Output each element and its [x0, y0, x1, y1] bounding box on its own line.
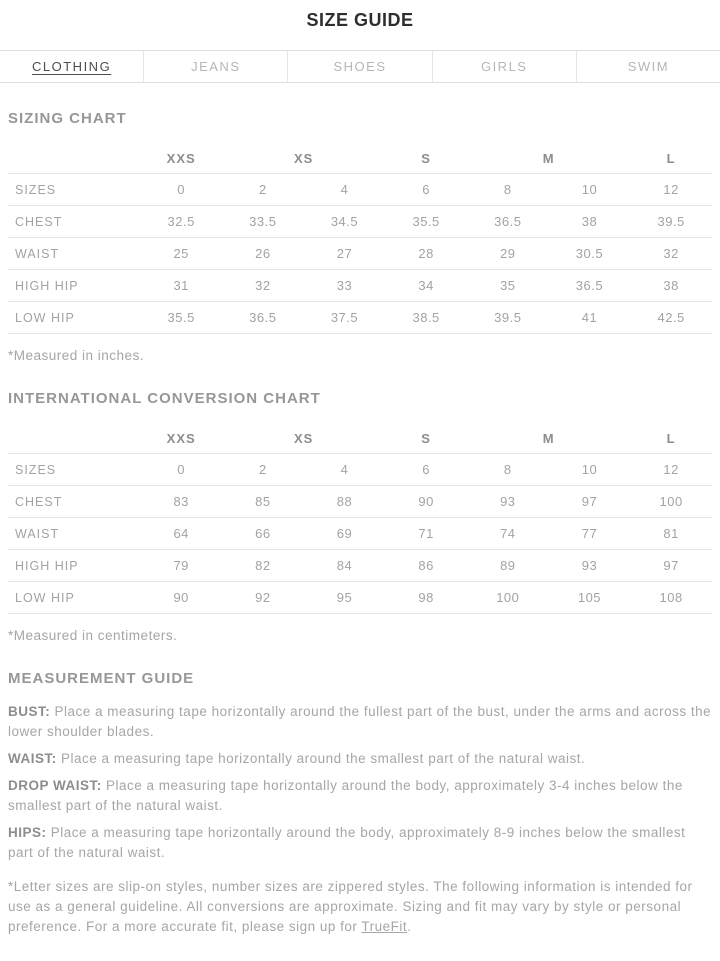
- row-label: SIZES: [15, 462, 57, 477]
- guide-item: WAIST: Place a measuring tape horizontally around the smallest part of the natural waist.: [8, 751, 586, 766]
- value-cell: 79: [173, 558, 189, 573]
- size-header-m: M: [542, 151, 555, 166]
- row-label: LOW HIP: [15, 590, 75, 605]
- value-cell: 0: [177, 182, 186, 197]
- value-cell: 39.5: [494, 310, 522, 325]
- value-cell: 30.5: [575, 246, 604, 261]
- value-cell: 71: [418, 526, 434, 541]
- conversion-chart-heading: INTERNATIONAL CONVERSION CHART: [8, 390, 321, 407]
- size-header-l: L: [666, 151, 676, 166]
- value-cell: 95: [336, 590, 353, 605]
- table-row: [8, 486, 712, 518]
- value-cell: 81: [663, 526, 679, 541]
- conversion-chart-table: [8, 424, 712, 614]
- truefit-link[interactable]: TrueFit: [361, 919, 408, 934]
- table-row: [8, 454, 712, 486]
- value-cell: 34: [418, 278, 434, 293]
- corner-cell: [8, 424, 140, 454]
- value-cell: 90: [418, 494, 434, 509]
- value-cell: 74: [500, 526, 516, 541]
- table-row: [8, 518, 712, 550]
- corner-cell: [8, 144, 140, 174]
- tab-girls[interactable]: GIRLS: [433, 51, 577, 82]
- guide-term: BUST:: [8, 704, 51, 719]
- value-cell: 38: [581, 214, 598, 229]
- row-label: LOW HIP: [15, 310, 75, 325]
- value-cell: 36.5: [494, 214, 522, 229]
- value-cell: 39.5: [657, 214, 685, 229]
- size-header-xs: XS: [293, 151, 314, 166]
- value-cell: 12: [663, 462, 679, 477]
- value-cell: 27: [336, 246, 353, 261]
- value-cell: 28: [418, 246, 434, 261]
- measurement-guide-heading: MEASUREMENT GUIDE: [8, 670, 195, 687]
- sizing-chart-heading: SIZING CHART: [8, 110, 127, 127]
- value-cell: 37.5: [330, 310, 359, 325]
- page-title: SIZE GUIDE: [306, 10, 414, 30]
- table-row: [8, 302, 712, 334]
- disclaimer-note: [8, 877, 712, 937]
- value-cell: 69: [336, 526, 353, 541]
- table-row: [8, 174, 712, 206]
- table-row: [8, 582, 712, 614]
- row-label: CHEST: [15, 494, 63, 509]
- value-cell: 66: [255, 526, 271, 541]
- value-cell: 64: [173, 526, 189, 541]
- value-cell: 6: [422, 182, 430, 197]
- value-cell: 85: [255, 494, 271, 509]
- tab-shoes[interactable]: SHOES: [288, 51, 432, 82]
- row-label: WAIST: [15, 246, 60, 261]
- value-cell: 25: [173, 246, 189, 261]
- size-header-xs: XS: [293, 431, 314, 446]
- guide-term: WAIST:: [8, 751, 57, 766]
- value-cell: 84: [336, 558, 353, 573]
- row-label: SIZES: [15, 182, 57, 197]
- value-cell: 0: [177, 462, 186, 477]
- tab-bar: [0, 50, 720, 83]
- row-label: WAIST: [15, 526, 60, 541]
- value-cell: 77: [581, 526, 598, 541]
- row-label: HIGH HIP: [15, 558, 79, 573]
- value-cell: 92: [255, 590, 271, 605]
- value-cell: 97: [663, 558, 679, 573]
- conversion-chart-section: [8, 390, 712, 643]
- value-cell: 89: [500, 558, 516, 573]
- value-cell: 38.5: [412, 310, 440, 325]
- value-cell: 97: [581, 494, 598, 509]
- inches-footnote: *Measured in inches.: [8, 348, 145, 363]
- value-cell: 35: [500, 278, 516, 293]
- value-cell: 10: [581, 182, 598, 197]
- value-cell: 41: [581, 310, 598, 325]
- value-cell: 32.5: [167, 214, 195, 229]
- value-cell: 36.5: [575, 278, 604, 293]
- size-header-xxs: XXS: [166, 431, 196, 446]
- centimeters-footnote: *Measured in centimeters.: [8, 628, 178, 643]
- sizing-chart-table: [8, 144, 712, 334]
- table-row: [8, 206, 712, 238]
- value-cell: 35.5: [167, 310, 195, 325]
- value-cell: 90: [173, 590, 189, 605]
- value-cell: 105: [577, 590, 602, 605]
- value-cell: 93: [500, 494, 516, 509]
- tab-jeans[interactable]: JEANS: [144, 51, 288, 82]
- value-cell: 108: [659, 590, 683, 605]
- size-header-row: [8, 424, 712, 454]
- value-cell: 35.5: [412, 214, 440, 229]
- measurement-guide-items: [8, 702, 712, 863]
- guide-item: BUST: Place a measuring tape horizontally around the fullest part of the bust, under the arms and across the lower shoulder blades.: [8, 704, 712, 739]
- value-cell: 2: [258, 182, 267, 197]
- guide-item: HIPS: Place a measuring tape horizontally around the body, approximately 8-9 inches below the smallest part of the natural waist.: [8, 825, 686, 860]
- value-cell: 100: [496, 590, 520, 605]
- value-cell: 4: [340, 462, 349, 477]
- value-cell: 6: [422, 462, 430, 477]
- table-row: [8, 238, 712, 270]
- value-cell: 32: [255, 278, 271, 293]
- measurement-guide-section: [8, 670, 712, 937]
- value-cell: 8: [503, 462, 512, 477]
- size-header-row: [8, 144, 712, 174]
- value-cell: 26: [255, 246, 271, 261]
- value-cell: 36.5: [249, 310, 277, 325]
- value-cell: 33: [336, 278, 353, 293]
- value-cell: 33.5: [249, 214, 277, 229]
- value-cell: 32: [663, 246, 679, 261]
- size-header-s: S: [421, 431, 431, 446]
- size-guide-page: [0, 10, 720, 961]
- guide-term: DROP WAIST:: [8, 778, 102, 793]
- value-cell: 93: [581, 558, 598, 573]
- disclaimer-text-after: .: [407, 919, 412, 934]
- value-cell: 12: [663, 182, 679, 197]
- table-row: [8, 550, 712, 582]
- value-cell: 10: [581, 462, 598, 477]
- table-row: [8, 270, 712, 302]
- value-cell: 2: [258, 462, 267, 477]
- value-cell: 98: [418, 590, 434, 605]
- size-header-xxs: XXS: [166, 151, 196, 166]
- value-cell: 88: [336, 494, 353, 509]
- size-header-l: L: [666, 431, 676, 446]
- value-cell: 83: [173, 494, 189, 509]
- value-cell: 38: [663, 278, 679, 293]
- value-cell: 100: [659, 494, 683, 509]
- row-label: HIGH HIP: [15, 278, 79, 293]
- size-header-m: M: [542, 431, 555, 446]
- value-cell: 8: [503, 182, 512, 197]
- value-cell: 82: [255, 558, 271, 573]
- size-header-s: S: [421, 151, 431, 166]
- value-cell: 31: [173, 278, 189, 293]
- row-label: CHEST: [15, 214, 63, 229]
- value-cell: 34.5: [330, 214, 359, 229]
- tab-swim[interactable]: SWIM: [627, 59, 670, 74]
- value-cell: 4: [340, 182, 349, 197]
- size-guide-content: [0, 110, 720, 961]
- guide-term: HIPS:: [8, 825, 47, 840]
- sizing-chart-section: [8, 110, 712, 363]
- value-cell: 86: [418, 558, 434, 573]
- value-cell: 42.5: [657, 310, 685, 325]
- disclaimer-text-before: *Letter sizes are slip-on styles, number sizes are zippered styles. The following information is intended for use as a general guideline. All conversions are approximate. Sizing and fit may vary by style or personal preference. For a more accurate fit, please sign up for: [8, 879, 693, 934]
- value-cell: 29: [500, 246, 516, 261]
- guide-item: DROP WAIST: Place a measuring tape horizontally around the body, approximately 3-4 inches below the smallest part of the natural waist.: [8, 778, 683, 813]
- tab-clothing[interactable]: CLOTHING: [0, 51, 144, 82]
